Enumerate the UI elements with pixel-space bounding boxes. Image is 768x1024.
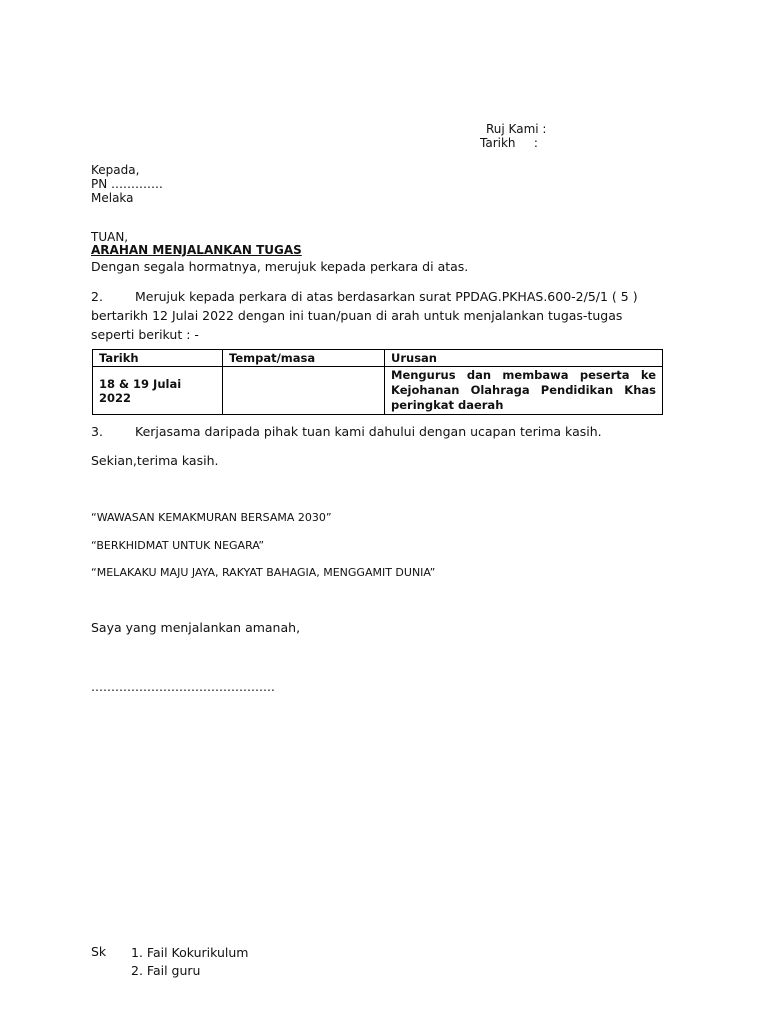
- kepada-label: Kepada,: [91, 163, 140, 177]
- list-item: 1. Fail Kokurikulum: [131, 945, 249, 960]
- paragraph-3-number: 3.: [91, 424, 103, 439]
- paragraph-2-number: 2.: [91, 289, 103, 304]
- signature-line: ……………………………………….: [91, 680, 275, 694]
- paragraph-3-text: Kerjasama daripada pihak tuan kami dahului dengan ucapan terima kasih.: [135, 424, 602, 439]
- recipient-place: Melaka: [91, 191, 134, 205]
- paragraph-3: [91, 424, 602, 439]
- opening-line: Dengan segala hormatnya, merujuk kepada perkara di atas.: [91, 259, 469, 274]
- motto-wawasan: “WAWASAN KEMAKMURAN BERSAMA 2030”: [91, 511, 332, 524]
- recipient-block: [91, 163, 163, 205]
- ruj-kami-line: [480, 122, 546, 136]
- header-urusan: Urusan: [385, 350, 663, 367]
- cell-tarikh: 18 & 19 Julai 2022: [93, 367, 223, 415]
- sk-label: Sk: [91, 944, 107, 959]
- salutation: TUAN,: [91, 230, 129, 244]
- paragraph-2: [91, 287, 663, 344]
- cell-tempat-masa: [223, 367, 385, 415]
- tarikh-label: Tarikh: [480, 136, 516, 150]
- table-row: [93, 367, 663, 415]
- tarikh-line: [480, 136, 546, 150]
- list-item: 2. Fail guru: [131, 963, 201, 978]
- motto-melakaku: “MELAKAKU MAJU JAYA, RAKYAT BAHAGIA, MENGGAMIT DUNIA”: [91, 566, 436, 579]
- cell-urusan: Mengurus dan membawa peserta ke Kejohanan Olahraga Pendidikan Khas peringkat daerah: [385, 367, 663, 415]
- tarikh-colon: :: [533, 136, 538, 150]
- table-header-row: [93, 350, 663, 367]
- reference-block: [480, 122, 546, 150]
- header-tarikh: Tarikh: [93, 350, 223, 367]
- paragraph-2-text: Merujuk kepada perkara di atas berdasarkan surat PPDAG.PKHAS.600-2/5/1 ( 5 ) bertarikh 12 Julai 2022 dengan ini tuan/puan di arah untuk menjalankan tugas-tugas seperti berikut : -: [91, 289, 638, 342]
- ruj-kami-colon: :: [542, 122, 547, 136]
- letter-subject: ARAHAN MENJALANKAN TUGAS: [91, 243, 302, 257]
- header-tempat-masa: Tempat/masa: [223, 350, 385, 367]
- signoff-line: Saya yang menjalankan amanah,: [91, 620, 301, 635]
- ruj-kami-label: Ruj Kami: [486, 122, 539, 136]
- recipient-name: PN ………….: [91, 177, 163, 191]
- motto-berkhidmat: “BERKHIDMAT UNTUK NEGARA”: [91, 539, 265, 552]
- closing-line: Sekian,terima kasih.: [91, 453, 219, 468]
- duty-table: [92, 349, 663, 415]
- sk-list: [131, 944, 248, 980]
